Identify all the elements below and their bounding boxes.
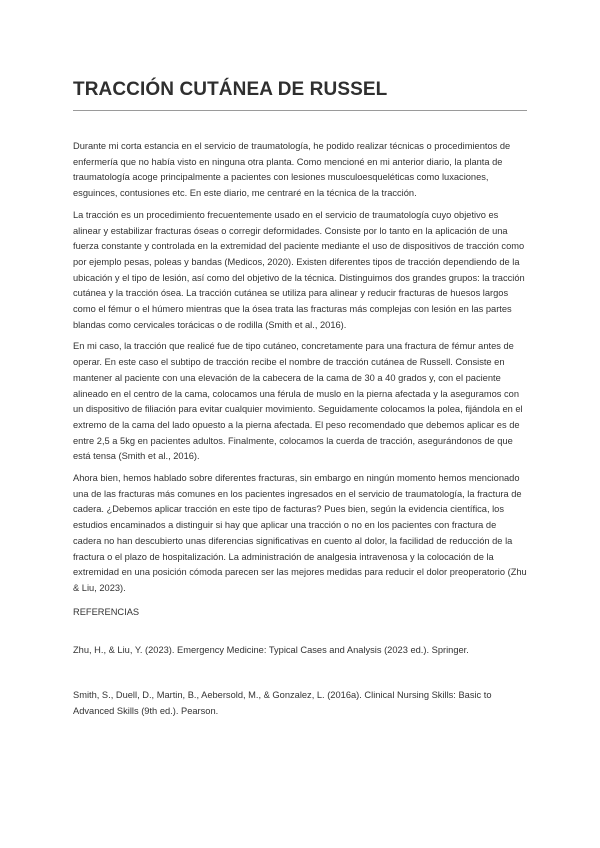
document-body (73, 139, 527, 620)
paragraph-hip-fracture: Ahora bien, hemos hablado sobre diferentes fracturas, sin embargo en ningún momento hemos mencionado una de las fracturas más comunes en los pacientes ingresados en el servicio de traumatología, la fractura de cadera. ¿Debemos aplicar tracción en este tipo de facturas? Pues bien, según la evidencia científica, los estudios encaminados a distinguir si hay que aplicar una tracción o no en los pacientes con fractura de cadera no han descubierto unas diferencias significativas en cuento al dolor, la facilidad de reducción de la fractura o el plazo de hospitalización. La administración de analgesia intravenosa y la colocación de la extremidad en una posición cómoda parecen ser las mejores medidas para reducir el dolor preoperatorio (Zhu & Liu, 2023). (73, 473, 527, 593)
reference-item: Zhu, H., & Liu, Y. (2023). Emergency Medicine: Typical Cases and Analysis (2023 ed.). Springer. (73, 645, 469, 655)
paragraph-traction-definition: La tracción es un procedimiento frecuentemente usado en el servicio de traumatología cuyo objetivo es alinear y estabilizar fracturas óseas o corregir deformidades. Consiste por lo tanto en la aplicación de una fuerza constante y controlada en la extremidad del paciente mediante el uso de dispositivos de tracción como por ejemplo pesas, poleas y bandas (Medicos, 2020). Existen diferentes tipos de tracción dependiendo de la ubicación y el tipo de lesión, así como del objetivo de la técnica. Distinguimos dos grandes grupos: la tracción cutánea y la tracción ósea. La tracción cutánea se utiliza para alinear y reducir fracturas de huesos largos como el fémur o el húmero mientras que la ósea trata las fracturas más complejas con lesión en las partes blandas como cervicales torácicas o de rodilla (Smith et al., 2016). (73, 209, 525, 330)
references-heading: REFERENCIAS (73, 606, 140, 617)
document-title: TRACCIÓN CUTÁNEA DE RUSSEL (73, 79, 388, 100)
reference-item: Smith, S., Duell, D., Martin, B., Aebersold, M., & Gonzalez, L. (2016a). Clinical Nursing Skills: Basic to Advanced Skills (9th ed.). Pearson. (73, 690, 492, 716)
title-divider (73, 110, 527, 111)
paragraph-russell-technique: En mi caso, la tracción que realicé fue de tipo cutáneo, concretamente para una fractura de fémur antes de operar. En este caso el subtipo de tracción recibe el nombre de tracción cutánea de Russell. Consiste en mantener al paciente con una elevación de la cabecera de la cama de 30 a 40 grados y, con el paciente alineado en el centro de la cama, colocamos una férula de muslo en la pierna afectada y la aseguramos con un dispositivo de filiación para evitar cualquier movimiento. Seguidamente colocamos la polea, fijándola en el extremo de la cama del lado opuesto a la pierna afectada. El peso recomendado que debemos aplicar es de entre 2,5 a 5kg en pacientes adultos. Finalmente, colocamos la cuerda de tracción, asegurándonos de que está tensa (Smith et al., 2016). (73, 341, 523, 462)
paragraph-intro: Durante mi corta estancia en el servicio de traumatología, he podido realizar técnicas o procedimientos de enfermería que no había visto en ninguna otra planta. Como mencioné en mi anterior diario, la planta de traumatología acoge principalmente a pacientes con lesiones musculoesqueléticas como luxaciones, esguinces, contusiones etc. En este diario, me centraré en la técnica de la tracción. (73, 141, 511, 199)
